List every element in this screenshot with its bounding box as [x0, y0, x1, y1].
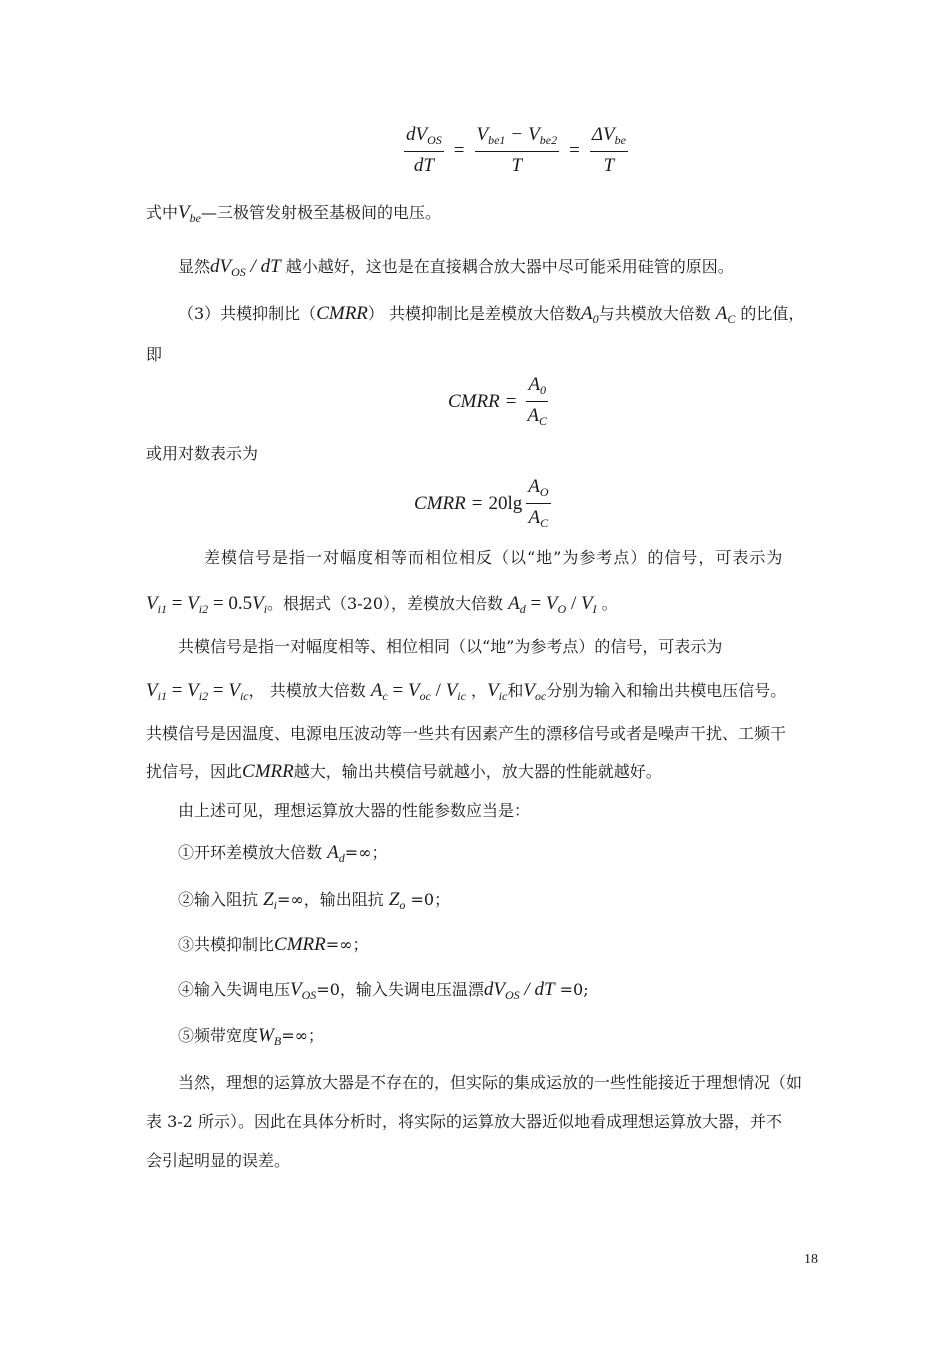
list-item: ③共模抑制比CMRR=∞；: [178, 934, 369, 955]
equation-cmrr-db: CMRR = 20lg $\frac{A_O}{A_C}$: [414, 476, 549, 530]
paragraph: 会引起明显的误差。: [146, 1151, 291, 1170]
paragraph: 或用对数表示为: [146, 444, 259, 463]
paragraph: $V_{i1} = V_{i2} = V_{ic}$， 共模放大倍数 $A_c = V_{oc} / V_{ic}$ ，$V_{ic}$和$V_{oc}$分别为输入和输出共模电压信号。: [146, 680, 787, 703]
fraction: $\frac{A_0}{A_C}$: [527, 374, 548, 428]
fraction: $\frac{A_O}{A_C}$: [528, 476, 549, 530]
fraction: $\frac{dV_{OS}}{dT}$: [406, 124, 442, 176]
list-item: ②输入阻抗 $Z_i=\infty$，输出阻抗 $Z_o =0$；: [178, 889, 451, 912]
paragraph: 共模信号是指一对幅度相等、相位相同（以“地”为参考点）的信号，可表示为: [178, 637, 723, 656]
paragraph: 扰信号，因此CMRR越大，输出共模信号就越小，放大器的性能就越好。: [146, 761, 662, 782]
list-item: ①开环差模放大倍数 $A_d=\infty$；: [178, 842, 388, 865]
paragraph: 式中$V_{be}—$三极管发射极至基极间的电压。: [146, 202, 441, 225]
list-item: ④输入失调电压$V_{OS}=0$，输入失调电压温漂$dV_{OS}$ / dT =0;: [178, 979, 589, 1002]
list-item: ⑤频带宽度$W_B=\infty$；: [178, 1025, 324, 1048]
equation-drift: $\frac{dV_{OS}}{dT}$ = $\frac{V_{be1} - V_{be2}}{T}$ = $\frac{\Delta V_{be}}{T}$: [406, 124, 626, 176]
paragraph: 共模信号是因温度、电源电压波动等一些共有因素产生的漂移信号或者是噪声干扰、工频干: [146, 724, 787, 743]
paragraph: 当然，理想的运算放大器是不存在的，但实际的集成运放的一些性能接近于理想情况（如: [178, 1073, 803, 1092]
equation-cmrr: CMRR = $\frac{A_0}{A_C}$: [448, 374, 548, 428]
paragraph: 差模信号是指一对幅度相等而相位相反（以“地”为参考点）的信号，可表示为: [204, 548, 784, 567]
paragraph: （3）共模抑制比（CMRR） 共模抑制比是差模放大倍数$A_0$与共模放大倍数 $A_C$ 的比值，: [178, 303, 805, 326]
paragraph: 即: [146, 345, 163, 364]
paragraph: 由上述可见，理想运算放大器的性能参数应当是：: [178, 801, 531, 820]
paragraph: 显然$dV_{OS}$ / dT 越小越好，这也是在直接耦合放大器中尽可能采用硅管的原因。: [178, 256, 734, 279]
page-number: 18: [804, 1252, 818, 1267]
paragraph: $V_{i1} = V_{i2} = 0.5V_i$。根据式（3-20），差模放大倍数 $A_d = V_O / V_I$ 。: [146, 593, 618, 616]
paragraph: 表 3-2 所示）。因此在具体分析时，将实际的运算放大器近似地看成理想运算放大器，并不: [146, 1112, 782, 1131]
fraction: $\frac{V_{be1} - V_{be2}}{T}$: [476, 124, 558, 176]
fraction: $\frac{\Delta V_{be}}{T}$: [591, 124, 626, 176]
